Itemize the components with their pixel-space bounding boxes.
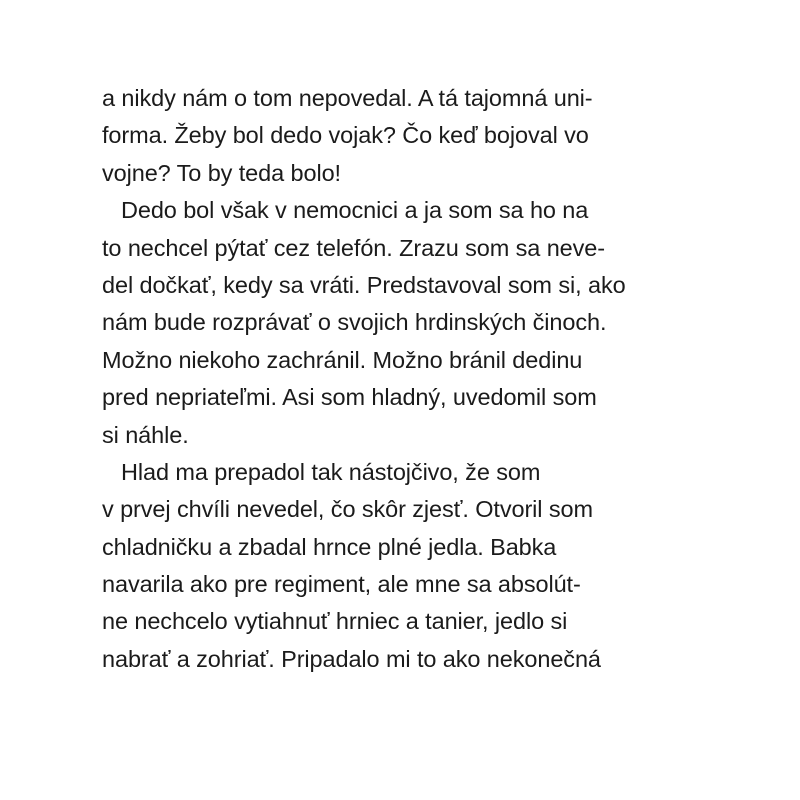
text-line: pred nepriateľmi. Asi som hladný, uvedomil som [102, 384, 597, 411]
text-line: forma. Žeby bol dedo vojak? Čo keď bojoval vo [102, 122, 589, 149]
text-line: del dočkať, kedy sa vráti. Predstavoval som si, ako [102, 271, 626, 298]
text-line: nám bude rozprávať o svojich hrdinských činoch. [102, 309, 607, 336]
text-line: a nikdy nám o tom nepovedal. A tá tajomná uni- [102, 85, 593, 111]
text-line: to nechcel pýtať cez telefón. Zrazu som sa neve- [102, 234, 605, 261]
body-text [102, 80, 712, 678]
paragraph-2 [102, 192, 712, 454]
text-line: v prvej chvíli nevedel, čo skôr zjesť. Otvoril som [102, 496, 593, 523]
text-line: ne nechcelo vytiahnuť hrniec a tanier, jedlo si [102, 608, 568, 635]
text-line-indented: Dedo bol však v nemocnici a ja som sa ho na [121, 197, 589, 224]
text-line: si náhle. [102, 421, 189, 448]
paragraph-1 [102, 80, 712, 192]
text-line: chladničku a zbadal hrnce plné jedla. Babka [102, 533, 557, 560]
text-line: navarila ako pre regiment, ale mne sa absolút- [102, 571, 581, 598]
text-line: nabrať a zohriať. Pripadalo mi to ako nekonečná [102, 645, 601, 672]
text-line: vojne? To by teda bolo! [102, 159, 341, 186]
paragraph-3 [102, 454, 712, 678]
text-line: Možno niekoho zachránil. Možno bránil dedinu [102, 346, 583, 373]
text-line-indented: Hlad ma prepadol tak nástojčivo, že som [121, 458, 541, 485]
